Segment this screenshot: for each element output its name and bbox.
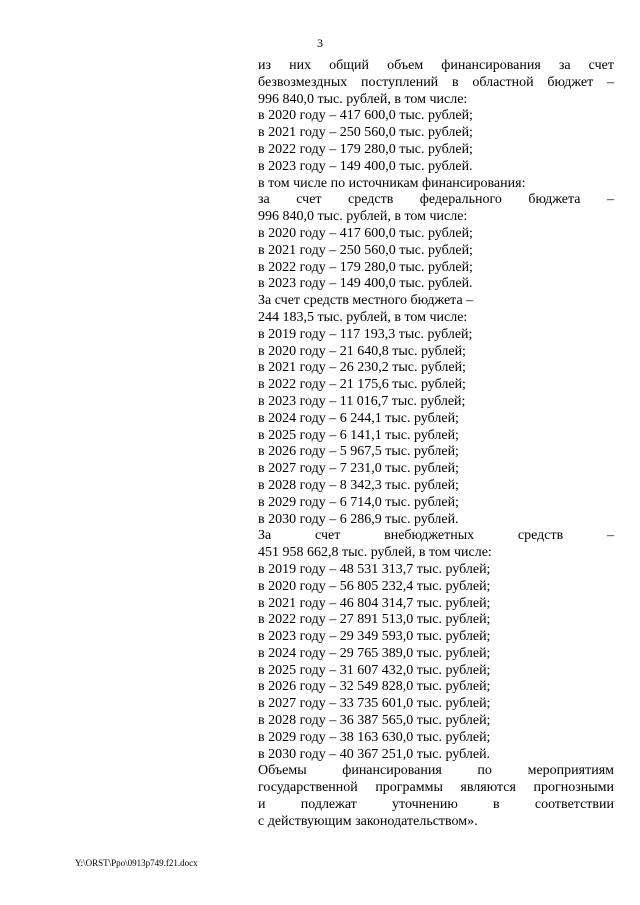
text-line: в 2030 году – 40 367 251,0 тыс. рублей. <box>258 746 491 762</box>
text-line: 996 840,0 тыс. рублей, в том числе: <box>258 209 468 225</box>
text-line: в 2021 году – 250 560,0 тыс. рублей; <box>258 125 473 141</box>
text-line: за счет средств федерального бюджета – <box>258 192 614 208</box>
text-line: в 2022 году – 179 280,0 тыс. рублей; <box>258 141 473 157</box>
text-line: в 2022 году – 21 175,6 тыс. рублей; <box>258 377 466 393</box>
text-line: в 2029 году – 38 163 630,0 тыс. рублей; <box>258 729 491 745</box>
text-line: в 2025 году – 31 607 432,0 тыс. рублей; <box>258 662 491 678</box>
text-line: в 2028 году – 36 387 565,0 тыс. рублей; <box>258 713 491 729</box>
text-line: в 2028 году – 8 342,3 тыс. рублей; <box>258 477 459 493</box>
document-body <box>258 58 614 831</box>
file-path-footer: Y:\ORST\Ppo\0913p749.f21.docx <box>75 858 198 868</box>
text-line: в 2027 году – 7 231,0 тыс. рублей; <box>258 461 459 477</box>
text-line: в 2023 году – 149 400,0 тыс. рублей. <box>258 276 473 292</box>
text-line: в 2022 году – 179 280,0 тыс. рублей; <box>258 259 473 275</box>
text-line: в 2021 году – 26 230,2 тыс. рублей; <box>258 360 466 376</box>
text-line: в 2021 году – 250 560,0 тыс. рублей; <box>258 242 473 258</box>
text-line: в 2020 году – 21 640,8 тыс. рублей; <box>258 343 466 359</box>
text-line: в том числе по источникам финансирования: <box>258 175 526 191</box>
text-line: с действующим законодательством». <box>258 813 478 829</box>
text-line: в 2022 году – 27 891 513,0 тыс. рублей; <box>258 612 491 628</box>
text-line: в 2023 году – 29 349 593,0 тыс. рублей; <box>258 629 491 645</box>
text-line: 996 840,0 тыс. рублей, в том числе: <box>258 91 468 107</box>
text-line: в 2024 году – 29 765 389,0 тыс. рублей; <box>258 645 491 661</box>
text-line: из них общий объем финансирования за счет <box>258 58 614 73</box>
text-line: в 2019 году – 48 531 313,7 тыс. рублей; <box>258 561 491 577</box>
text-line: в 2019 году – 117 193,3 тыс. рублей; <box>258 326 473 342</box>
text-line: в 2020 году – 417 600,0 тыс. рублей; <box>258 225 473 241</box>
text-line: За счет внебюджетных средств – <box>258 528 614 544</box>
text-line: 244 183,5 тыс. рублей, в том числе: <box>258 309 468 325</box>
text-line: в 2020 году – 56 805 232,4 тыс. рублей; <box>258 578 491 594</box>
text-line: За счет средств местного бюджета – <box>258 293 474 309</box>
text-line: безвозмездных поступлений в областной бюджет – <box>258 74 614 90</box>
text-line: и подлежат уточнению в соответствии <box>258 797 614 813</box>
text-line: в 2027 году – 33 735 601,0 тыс. рублей; <box>258 696 491 712</box>
text-line: в 2026 году – 5 967,5 тыс. рублей; <box>258 444 459 460</box>
text-line: государственной программы являются прогнозными <box>258 780 614 796</box>
text-line: в 2025 году – 6 141,1 тыс. рублей; <box>258 427 459 443</box>
text-line: в 2020 году – 417 600,0 тыс. рублей; <box>258 108 473 124</box>
text-line: в 2026 году – 32 549 828,0 тыс. рублей; <box>258 679 491 695</box>
text-line: Объемы финансирования по мероприятиям <box>258 763 614 779</box>
page-number: 3 <box>317 36 323 50</box>
text-line: в 2023 году – 11 016,7 тыс. рублей; <box>258 393 466 409</box>
text-line: в 2029 году – 6 714,0 тыс. рублей; <box>258 494 459 510</box>
text-line: в 2030 году – 6 286,9 тыс. рублей. <box>258 511 459 527</box>
text-line: в 2021 году – 46 804 314,7 тыс. рублей; <box>258 595 491 611</box>
text-line: в 2024 году – 6 244,1 тыс. рублей; <box>258 410 459 426</box>
text-line: в 2023 году – 149 400,0 тыс. рублей. <box>258 158 473 174</box>
text-line: 451 958 662,8 тыс. рублей, в том числе: <box>258 545 492 561</box>
